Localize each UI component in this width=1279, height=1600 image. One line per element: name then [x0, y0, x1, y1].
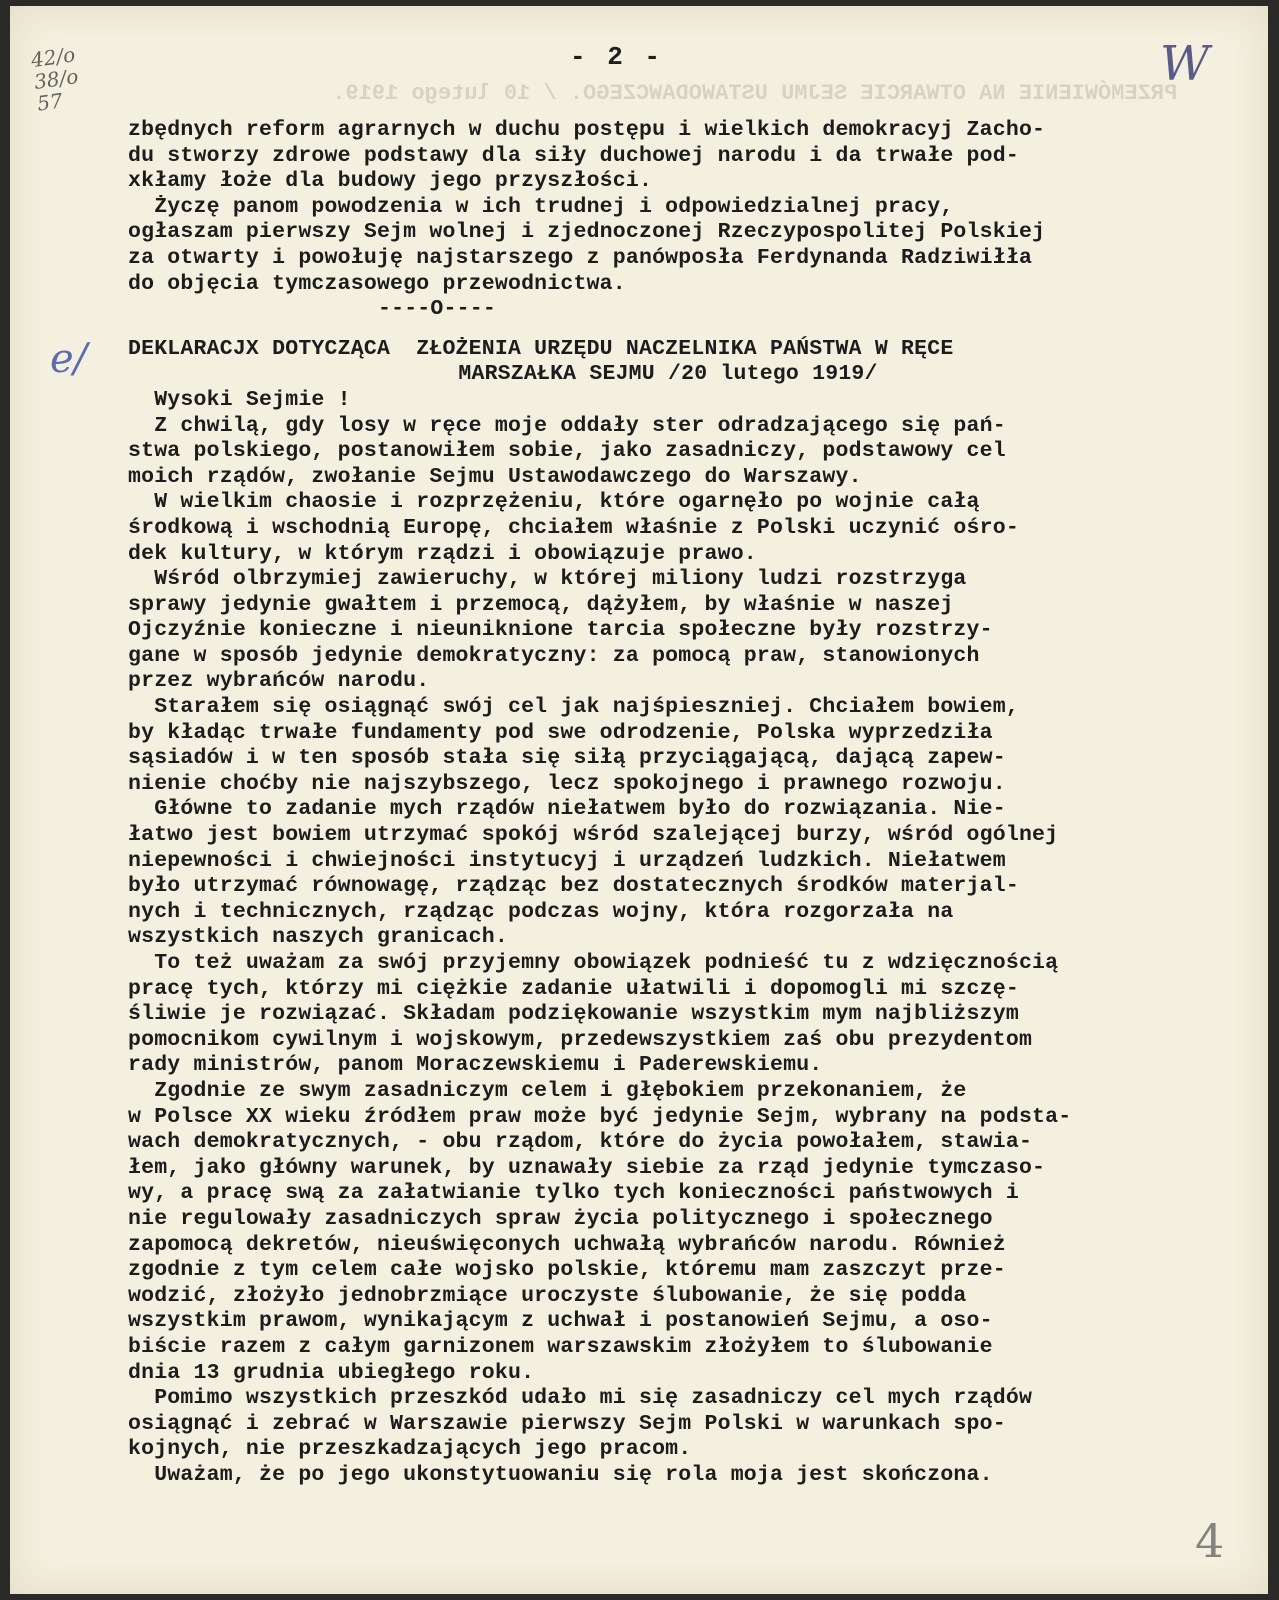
- body-line: śliwie je rozwiązać. Składam podziękowanie wszystkim mym najbliższym: [128, 1002, 1019, 1027]
- body-line: stwa polskiego, postanowiłem sobie, jako zasadniczy, podstawowy cel: [128, 439, 1006, 464]
- text-line: ogłaszam pierwszy Sejm wolnej i zjednoczonej Rzeczypospolitej Polskiej: [128, 220, 1046, 245]
- mirrored-header: PRZEMÓWIENIE NA OTWARCIE SEJMU USTAWODAWCZEGO. / 10 lutego 1919.: [332, 81, 1178, 106]
- body-line: łem, jako główny warunek, by uznawały siebie za rząd jedynie tymczaso-: [128, 1155, 1046, 1180]
- body-line: sprawy jedynie gwałtem i przemocą, dążyłem, by właśnie w naszej: [128, 592, 954, 617]
- ink-mark-left: e/: [50, 336, 88, 382]
- body-line: sąsiadów i w ten sposób stała się siłą przyciągającą, dającą zapew-: [128, 746, 1006, 771]
- body-line: Starałem się osiągnąć swój cel jak najśpieszniej. Chciałem bowiem,: [128, 695, 1019, 720]
- body-line: nych i technicznych, rządząc podczas wojny, która rozgorzała na: [128, 899, 954, 924]
- body-line: środkową i wschodnią Europę, chciałem właśnie z Polski uczynić ośro-: [128, 515, 1019, 540]
- archive-pencil-number: 4: [1195, 1514, 1225, 1568]
- body-line: by kładąc trwałe fundamenty pod swe odrodzenie, Polska wyprzedziła: [128, 720, 993, 745]
- page-number: - 2 -: [570, 42, 664, 72]
- body-line: przez wybrańców narodu.: [128, 669, 430, 694]
- body-line: pracę tych, którzy mi ciężkie zadanie ułatwili i dopomogli mi szczę-: [128, 976, 1019, 1001]
- section-divider: ----O----: [378, 297, 496, 322]
- body-line: Wysoki Sejmie !: [128, 387, 351, 412]
- section-heading-line1: DEKLARACJX DOTYCZĄCA ZŁOŻENIA URZĘDU NACZELNIKA PAŃSTWA W RĘCE: [128, 336, 954, 361]
- body-line: dnia 13 grudnia ubiegłego roku.: [128, 1360, 535, 1385]
- body-line: wy, a pracę swą za załatwianie tylko tych konieczności państwowych i: [128, 1181, 1019, 1206]
- section-heading-line2: MARSZAŁKA SEJMU /20 lutego 1919/: [458, 362, 878, 387]
- typed-text: [128, 118, 1208, 1488]
- body-line: gane w sposób jedynie demokratyczny: za pomocą praw, stanowionych: [128, 643, 980, 668]
- ink-mark-top-right: W: [1160, 36, 1210, 92]
- body-line: pomocnikom cywilnym i wojskowym, przedewszystkiem zaś obu prezydentom: [128, 1027, 1033, 1052]
- body-line: Ojczyźnie konieczne i nieuniknione tarcia społeczne były rozstrzy-: [128, 618, 993, 643]
- text-line: Życzę panom powodzenia w ich trudnej i odpowiedzialnej pracy,: [128, 194, 954, 219]
- body-line: zapomocą dekretów, nieuświęconych uchwałą wybrańców narodu. Również: [128, 1232, 1006, 1257]
- text-line: do objęcia tymczasowego przewodnictwa.: [128, 271, 626, 296]
- left-archive-numbers: 42/o 38/o 57: [29, 42, 80, 116]
- body-line: zgodnie z tym celem całe wojsko polskie, któremu mam zaszczyt prze-: [128, 1258, 1006, 1283]
- body-line: Z chwilą, gdy losy w ręce moje oddały ster odradzającego się pań-: [128, 413, 1006, 438]
- body-line: dek kultury, w którym rządzi i obowiązuje prawo.: [128, 541, 757, 566]
- text-line: za otwarty i powołuję najstarszego z panówposła Ferdynanda Radziwiłła: [128, 245, 1033, 270]
- body-line: rady ministrów, panom Moraczewskiemu i Paderewskiemu.: [128, 1053, 823, 1078]
- body-line: kojnych, nie przeszkadzających jego pracom.: [128, 1437, 692, 1462]
- body-line: niepewności i chwiejności instytucyj i urządzeń ludzkich. Niełatwem: [128, 848, 1006, 873]
- body-line: Główne to zadanie mych rządów niełatwem było do rozwiązania. Nie-: [128, 797, 1006, 822]
- body-line: Pomimo wszystkich przeszkód udało mi się zasadniczy cel mych rządów: [128, 1386, 1033, 1411]
- body-line: wszystkim prawom, wynikającym z uchwał i postanowień Sejmu, a oso-: [128, 1309, 993, 1334]
- body-line: łatwo jest bowiem utrzymać spokój wśród szalejącej burzy, wśród ogólnej: [128, 823, 1059, 848]
- spacer: [128, 323, 1208, 337]
- body-line: nie regulowały zasadniczych spraw życia politycznego i społecznego: [128, 1206, 993, 1231]
- body-line: w Polsce XX wieku źródłem praw może być jedynie Sejm, wybrany na podsta-: [128, 1104, 1072, 1129]
- body-line: To też uważam za swój przyjemny obowiązek podnieść tu z wdzięcznością: [128, 951, 1059, 975]
- body-line: Uważam, że po jego ukonstytuowaniu się rola moja jest skończona.: [128, 1462, 993, 1487]
- body-line: moich rządów, zwołanie Sejmu Ustawodawczego do Warszawy.: [128, 464, 862, 489]
- body-line: biście razem z całym garnizonem warszawskim złożyłem to ślubowanie: [128, 1334, 993, 1359]
- text-line: xkłamy łoże dla budowy jego przyszłości.: [128, 169, 653, 194]
- body-line: było utrzymać równowagę, rządząc bez dostatecznych środków materjal-: [128, 874, 1019, 899]
- text-line: zbędnych reform agrarnych w duchu postępu i wielkich demokracyj Zacho-: [128, 118, 1046, 142]
- body-line: wszystkich naszych granicach.: [128, 925, 508, 950]
- body-line: nienie choćby nie najszybszego, lecz spokojnego i prawnego rozwoju.: [128, 771, 1006, 796]
- text-line: du stworzy zdrowe podstawy dla siły duchowej narodu i da trwałe pod-: [128, 143, 1019, 168]
- body-line: osiągnąć i zebrać w Warszawie pierwszy Sejm Polski w warunkach spo-: [128, 1411, 1006, 1436]
- document-page: [10, 6, 1268, 1594]
- body-line: Wśród olbrzymiej zawieruchy, w której miliony ludzi rozstrzyga: [128, 567, 967, 592]
- body-line: W wielkim chaosie i rozprzężeniu, które ogarnęło po wojnie całą: [128, 490, 980, 515]
- body-line: wach demokratycznych, - obu rządom, które do życia powołałem, stawia-: [128, 1130, 1033, 1155]
- body-line: wodzić, złożyło jednobrzmiące uroczyste ślubowanie, że się podda: [128, 1283, 967, 1308]
- body-line: Zgodnie ze swym zasadniczym celem i głębokiem przekonaniem, że: [128, 1078, 967, 1103]
